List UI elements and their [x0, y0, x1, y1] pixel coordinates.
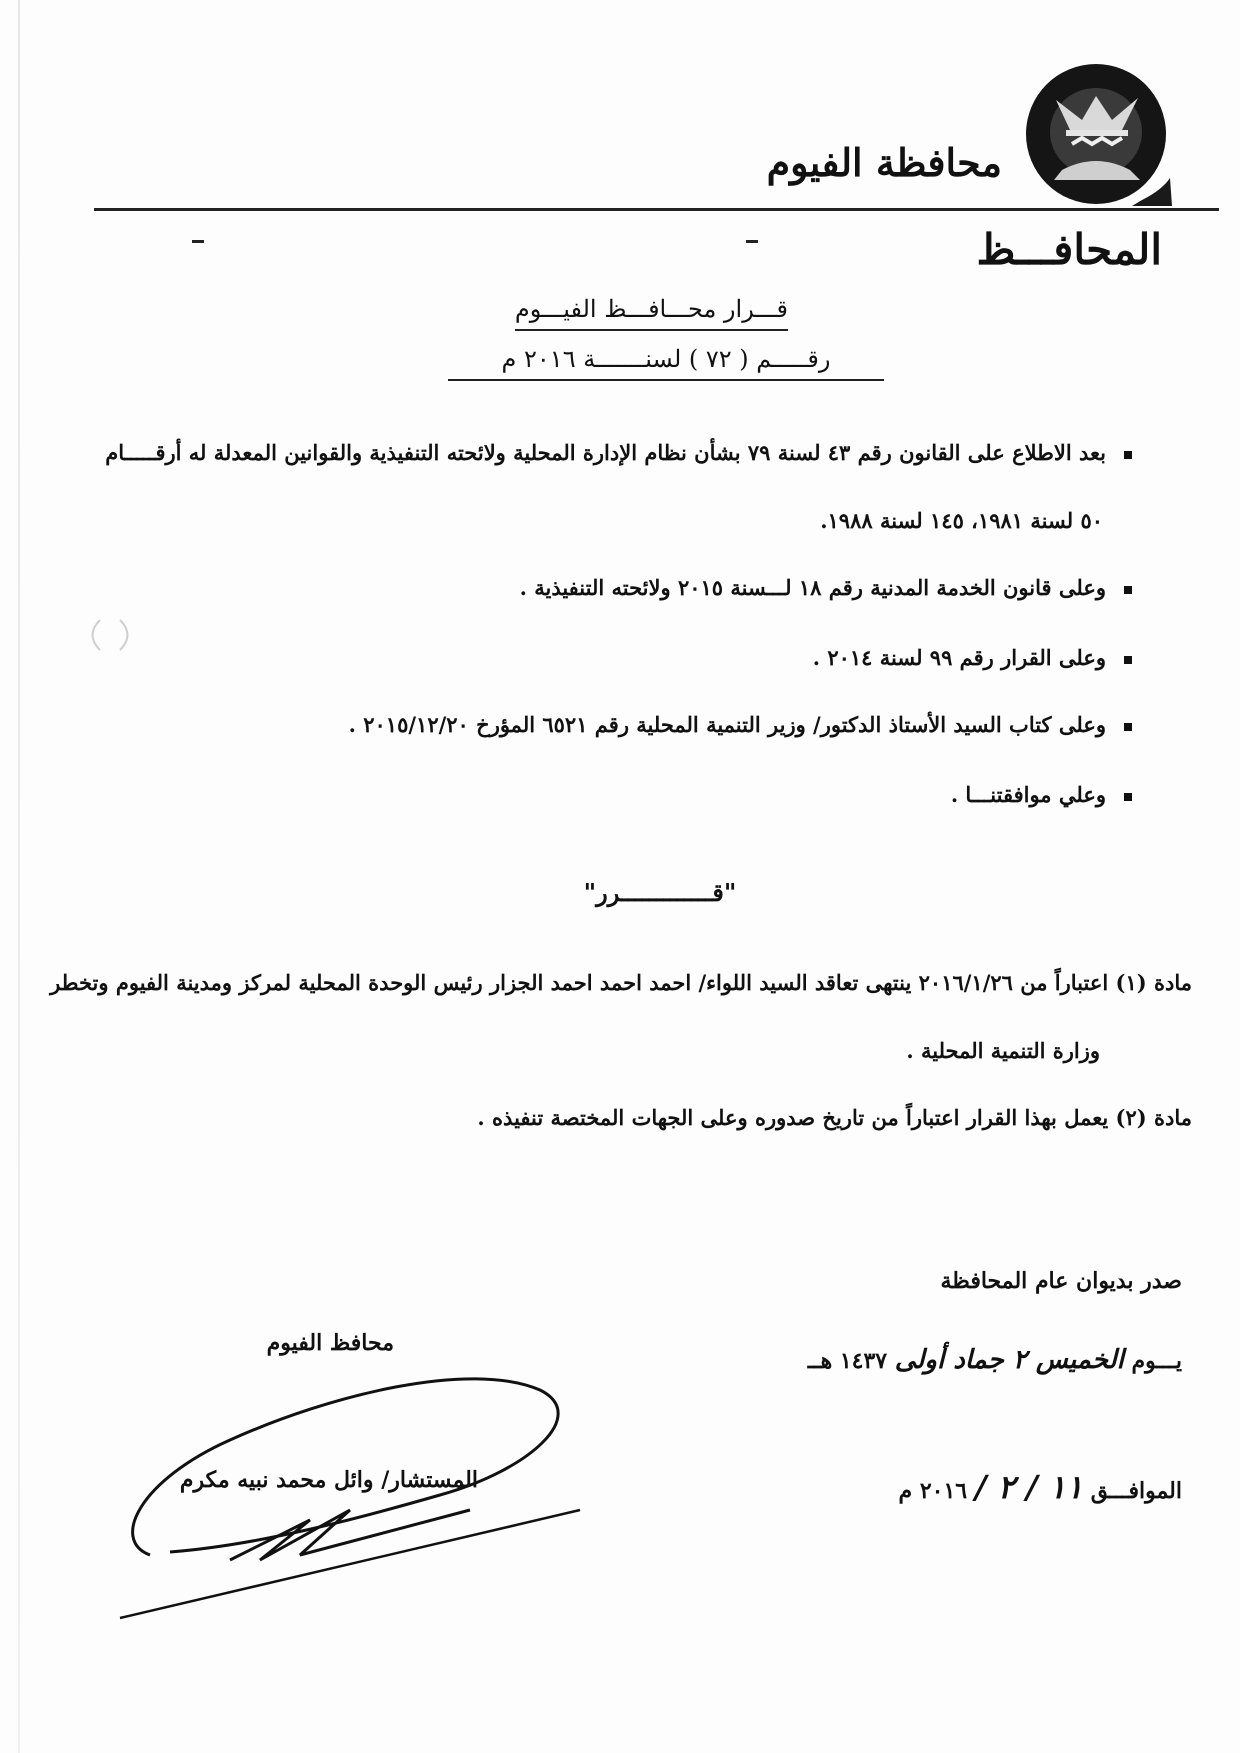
article-text: اعتباراً من ٢٠١٦/١/٢٦ ينتهى تعاقد السيد اللواء/ احمد احمد احمد الجزار رئيس الوحدة المحلية لمركز ومدينة الفيوم وتخطر: [50, 970, 1109, 995]
margin-tick: [192, 240, 204, 243]
hijri-year: ١٤٣٧ هــ: [807, 1348, 888, 1374]
article-1-continuation: وزارة التنمية المحلية .: [906, 1038, 1100, 1063]
gregorian-year: ٢٠١٦ م: [898, 1478, 968, 1504]
issued-at: صدر بديوان عام المحافظة: [940, 1268, 1182, 1294]
gregorian-handwritten-day: ١١ / ٢ /: [974, 1468, 1084, 1506]
preamble-clause: وعلى قانون الخدمة المدنية رقم ١٨ لـــسنة ٢٠١٥ ولائحته التنفيذية .: [520, 575, 1132, 600]
decision-title: قـــرار محـــافـــظ الفيـــوم: [515, 295, 788, 331]
scan-edge: [18, 0, 20, 1753]
hijri-date: [808, 1345, 1182, 1375]
resolution-heading: "قـــــــــــــرر": [583, 878, 737, 907]
article-label: مادة (١): [1115, 970, 1192, 995]
signatory-title: محافظ الفيوم: [266, 1330, 394, 1356]
article-text: يعمل بهذا القرار اعتباراً من تاريخ صدوره وعلى الجهات المختصة تنفيذه .: [477, 1105, 1109, 1130]
handwritten-signature: [110, 1360, 590, 1630]
preamble-clause: وعلى كتاب السيد الأستاذ الدكتور/ وزير التنمية المحلية رقم ٦٥٢١ المؤرخ ٢٠١٥/١٢/٢٠ .: [349, 712, 1132, 737]
governorate-name: محافظة الفيوم: [766, 140, 1002, 185]
preamble-clause: وعلى القرار رقم ٩٩ لسنة ٢٠١٤ .: [813, 645, 1132, 670]
signatory-name: المستشار/ وائل محمد نبيه مكرم: [179, 1467, 478, 1493]
bullet-icon: [1124, 656, 1132, 664]
preamble-clause-continuation: ٥٠ لسنة ١٩٨١، ١٤٥ لسنة ١٩٨٨.: [820, 508, 1103, 533]
preamble-clause: وعلي موافقتنـــا .: [951, 782, 1132, 807]
header-divider: [94, 208, 1219, 211]
article-label: مادة (٢): [1115, 1105, 1192, 1130]
bullet-icon: [1124, 793, 1132, 801]
decision-number: رقـــــم ( ٧٢ ) لسنـــــــة ٢٠١٦ م: [448, 345, 884, 381]
governorate-seal-logo: [1022, 60, 1172, 206]
scan-artifact: [80, 615, 140, 655]
hijri-prefix: يـــوم: [1131, 1348, 1182, 1374]
article-2: [477, 1105, 1192, 1130]
bullet-icon: [1124, 451, 1132, 459]
bullet-icon: [1124, 723, 1132, 731]
margin-tick: [746, 240, 758, 243]
bullet-icon: [1124, 586, 1132, 594]
gregorian-date: [899, 1468, 1182, 1506]
article-1: [50, 970, 1192, 995]
office-title: المحافـــظ: [976, 225, 1162, 274]
preamble-clause: بعد الاطلاع على القانون رقم ٤٣ لسنة ٧٩ بشأن نظام الإدارة المحلية ولائحته التنفيذية والقوانين المعدلة له أرقـــــام: [105, 440, 1132, 465]
hijri-handwritten-day: الخميس ٢ جماد أولى: [894, 1345, 1124, 1375]
gregorian-prefix: الموافـــق: [1090, 1478, 1182, 1504]
